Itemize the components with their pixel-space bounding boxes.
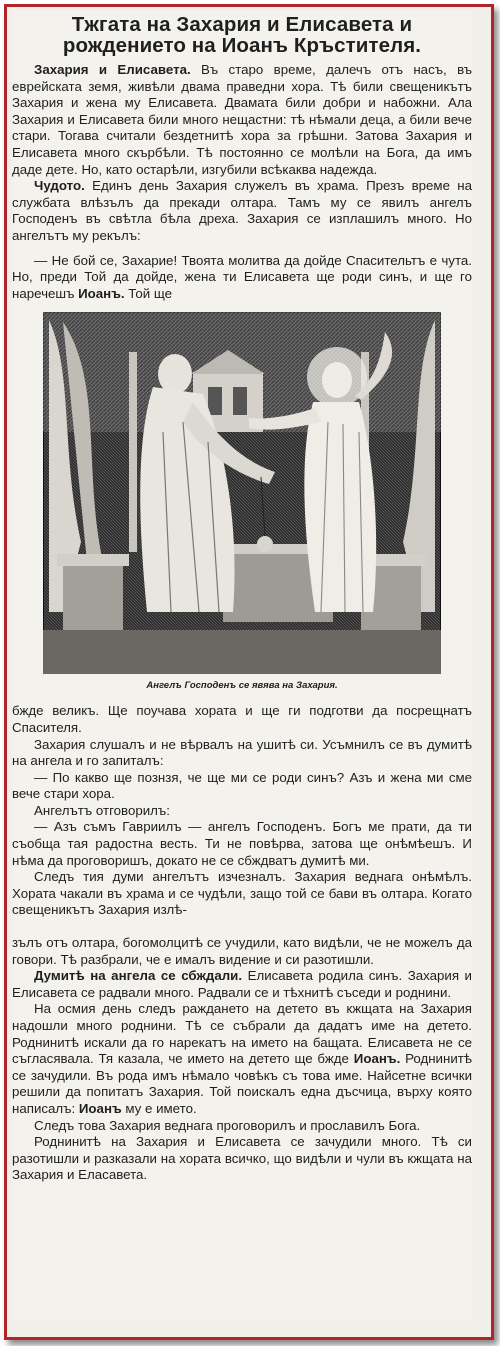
section-text-3: Елисавета родила синъ. Захария и Елисавета се радвали много. Радвали се и тѣхнитѣ съседи и роднини.: [12, 968, 472, 1000]
paragraph-continuation-6: Следъ тия думи ангелътъ изчезналъ. Захария веднага онѣмѣлъ. Хората чакали въ храма и се чудѣли, защо той се бави въ олтара. Когато свещеникътъ Захария излѣ-: [12, 869, 472, 918]
paragraph-closing-2: Роднинитѣ на Захария и Елисавета се зачудили много. Тѣ си разотишли и разказали на хората всичко, що видѣли и чули въ кжщата на Захария и Еласавета.: [12, 1134, 472, 1183]
name-ioan-1: Иоанъ.: [78, 285, 125, 301]
naming-text-1: На осмия день следъ раждането на детето въ кжщата на Захария надошли много роднини. Тѣ се събрали да дадатъ име на детето. Роднинитѣ искали да го нарекатъ на името на бащата. Елисавета не се съгласявала. Тя казала, че името на детето ще бжде: [12, 1001, 472, 1067]
paragraph-continuation-3: — По какво ще познзя, че ще ми се роди синъ? Азъ и жена ми сме вече стари хора.: [12, 769, 472, 802]
paragraph-angel-speech: [12, 253, 472, 303]
illustration-caption: Ангелъ Господенъ се явява на Захария.: [146, 680, 338, 692]
section-heading-1: Захария и Елисавета.: [34, 62, 191, 77]
section-text-1: Въ старо време, далечъ отъ насъ, въ еврейската земя, живѣли двама праведни хора. Тѣ били свещеникътъ Захария и жена му Елисавета. Двамата били добри и набожни. Ала Захария и Елисавета били много нещастни: тѣ нѣмали деца, а били вече стари. Тогава считали бездетнитѣ хора за грѣшни. Затова Захария и Елисавета много скърбѣли. Тѣ постоянно се молѣли на Бога, да имъ даде дете. Но, като остарѣли, изгубили всѣкаква надежда.: [12, 62, 472, 177]
paragraph-after-gap: зълъ отъ олтара, богомолцитѣ се учудили, като видѣли, че не можелъ да говори. Тѣ разбрали, че е ималъ видение и си разотишли.: [12, 935, 472, 967]
naming-text-3: му е името.: [121, 1100, 197, 1116]
paragraph-continuation-1: бжде великъ. Ще поучава хората и ще ги подготви да посрещнатъ Спасителя.: [12, 703, 472, 735]
section-text-2: Единъ день Захария служелъ въ храма. Презъ време на службата влѣзълъ да прекади олтара. Тамъ му се явилъ ангелъ Господенъ въ свѣтла бѣла дреха. Захария се изплашилъ много. Но ангелътъ му рекълъ:: [12, 178, 472, 243]
angel-speech-text: — Не бой се, Захарие! Твоята молитва да дойде Спасительтъ е чута. Но, преди Той да дойде, жена ти Елисавета ще роди синъ, и ще го наречешъ: [12, 252, 472, 301]
angel-speech-tail: Той ще: [124, 285, 173, 301]
name-ioan-3: Иоанъ: [78, 1100, 122, 1116]
paragraph-zacharias-elisabeth: [12, 62, 472, 178]
illustration: [12, 312, 472, 703]
page-title: Тжгата на Захария и Елисавета и рождението на Иоанъ Кръстителя.: [62, 13, 422, 57]
paragraph-continuation-4: Ангелътъ отговорилъ:: [34, 802, 170, 818]
body-text-bottom: [12, 703, 472, 1184]
paragraph-continuation-5: — Азъ съмъ Гавриилъ — ангелъ Господенъ. Богъ ме прати, да ти съобща тая радостна весть. Ти не повѣрва, затова ще онѣмѣешъ. И нѣма да проговоришъ, докато не се сбждватъ думитѣ ми.: [12, 819, 472, 868]
naming-text-2: Роднинитѣ се зачудили. Въ рода имъ нѣмало човѣкъ съ това име. Найсетне всички решили да попитатъ Захария. Той поискалъ една дъсчица, върху която написалъ:: [12, 1051, 472, 1116]
name-ioan-2: Иоанъ.: [353, 1051, 401, 1067]
paragraph-continuation-2: Захария слушалъ и не вѣрвалъ на ушитѣ си. Усъмнилъ се въ думитѣ на ангела и го запиталъ:: [12, 736, 472, 769]
section-heading-3: Думитѣ на ангела се сбждали.: [34, 968, 243, 984]
body-text-top: [12, 62, 472, 302]
section-heading-2: Чудото.: [34, 178, 85, 194]
book-page: [12, 10, 472, 1320]
paragraph-miracle: [12, 178, 472, 244]
paragraph-naming: [12, 1001, 472, 1117]
engraving-angel-appears-to-zacharias: [43, 312, 441, 674]
paragraph-words-fulfilled: [12, 968, 472, 1001]
paragraph-closing-1: Следъ това Захария веднага проговорилъ и прославилъ Бога.: [34, 1117, 421, 1133]
